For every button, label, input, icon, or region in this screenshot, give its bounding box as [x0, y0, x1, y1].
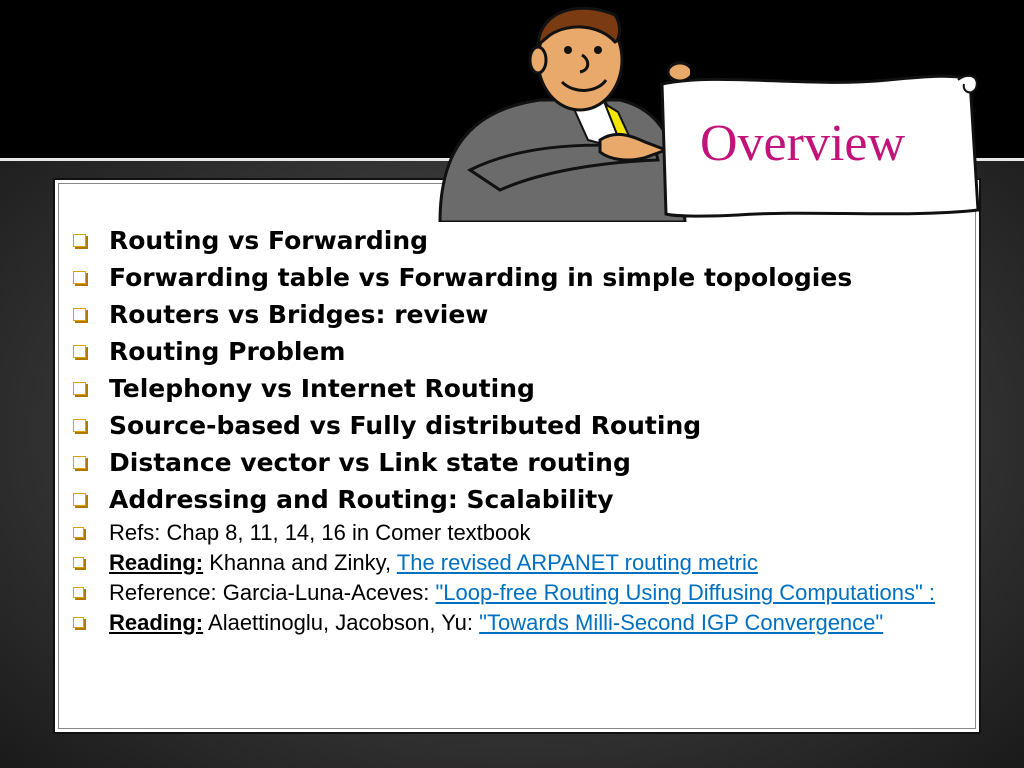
square-bullet-icon: [73, 308, 86, 321]
igp-convergence-link[interactable]: "Towards Milli-Second IGP Convergence": [479, 610, 884, 635]
bullet-item: [73, 481, 963, 518]
square-bullet-icon: [73, 617, 84, 628]
bullet-item: [73, 608, 963, 638]
bullet-text: Reference: Garcia-Luna-Aceves:: [109, 580, 436, 605]
arpanet-metric-link[interactable]: The revised ARPANET routing metric: [396, 550, 758, 575]
bullet-text: Alaettinoglu, Jacobson, Yu:: [203, 610, 480, 635]
bullet-item: [73, 333, 963, 370]
square-bullet-icon: [73, 234, 86, 247]
bullet-item: [73, 518, 963, 548]
businessman-illustration: [430, 0, 690, 222]
bullet-text: Khanna and Zinky,: [203, 550, 397, 575]
reading-label: Reading:: [109, 550, 204, 575]
bullet-item: [73, 296, 963, 333]
bullet-text: Forwarding table vs Forwarding in simple topologies: [109, 263, 853, 292]
bullet-text: Source-based vs Fully distributed Routing: [109, 411, 702, 440]
bullet-text: Distance vector vs Link state routing: [109, 448, 631, 477]
content-box: [53, 178, 981, 734]
bullet-item: [73, 222, 963, 259]
bullet-item: [73, 259, 963, 296]
bullet-item: [73, 578, 963, 608]
bullet-item: [73, 548, 963, 578]
bullet-text: Routers vs Bridges: review: [109, 300, 489, 329]
bullet-text: Telephony vs Internet Routing: [109, 374, 535, 403]
bullet-item: [73, 370, 963, 407]
square-bullet-icon: [73, 587, 84, 598]
reading-label: Reading:: [109, 610, 204, 635]
bullet-text: Routing Problem: [109, 337, 346, 366]
square-bullet-icon: [73, 345, 86, 358]
square-bullet-icon: [73, 382, 86, 395]
bullet-item: [73, 407, 963, 444]
bullet-text: Addressing and Routing: Scalability: [109, 485, 614, 514]
square-bullet-icon: [73, 419, 86, 432]
square-bullet-icon: [73, 493, 86, 506]
square-bullet-icon: [73, 271, 86, 284]
bullet-text: Refs: Chap 8, 11, 14, 16 in Comer textbook: [109, 520, 531, 545]
square-bullet-icon: [73, 456, 86, 469]
bullet-list: [73, 222, 963, 638]
bullet-item: [73, 444, 963, 481]
square-bullet-icon: [73, 557, 84, 568]
slide-title: Overview: [700, 115, 906, 172]
diffusing-computations-link[interactable]: "Loop-free Routing Using Diffusing Computations" :: [435, 580, 935, 605]
square-bullet-icon: [73, 527, 84, 538]
bullet-text: Routing vs Forwarding: [109, 226, 429, 255]
